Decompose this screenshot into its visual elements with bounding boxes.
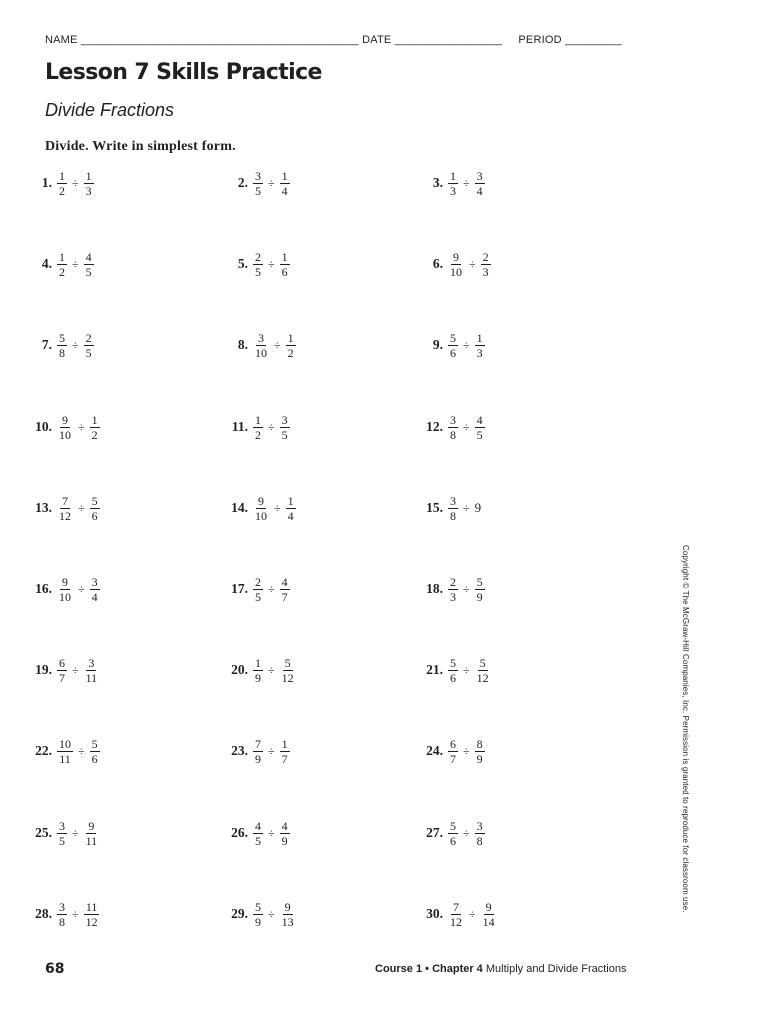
denominator: 3: [450, 183, 456, 198]
divide-operator: ÷: [463, 337, 470, 352]
fraction: [253, 738, 263, 765]
fraction: [448, 738, 458, 765]
numerator: 4: [476, 412, 483, 427]
footer-bullet: •: [425, 963, 429, 975]
divide-operator: ÷: [78, 500, 85, 515]
lesson-title: Lesson 7 Skills Practice: [45, 60, 322, 85]
problem-number: 6.: [432, 256, 443, 271]
fraction: [253, 251, 263, 278]
footer-course: Course 1: [375, 963, 423, 975]
divide-operator: ÷: [463, 743, 470, 758]
divide-operator: ÷: [72, 825, 79, 840]
denominator: 10: [59, 589, 71, 604]
problem-number: 2.: [237, 175, 248, 190]
fraction: [84, 657, 100, 684]
denominator: 11: [59, 751, 71, 766]
numerator: 5: [450, 655, 456, 670]
problem-item: [218, 247, 290, 281]
numerator: 1: [59, 168, 65, 183]
numerator: 5: [450, 818, 456, 833]
problem-number: 25.: [35, 825, 52, 840]
denominator: 9: [476, 589, 483, 604]
problem-item: [413, 572, 485, 606]
problem-number: 13.: [35, 500, 52, 515]
problem-number: 11.: [231, 419, 248, 434]
denominator: 8: [59, 914, 65, 929]
fraction: [253, 820, 263, 847]
divide-operator: ÷: [72, 175, 79, 190]
fraction: [57, 251, 67, 278]
fraction: [475, 657, 491, 684]
fraction: [448, 820, 458, 847]
whole-number: 9: [474, 500, 482, 515]
problem-item: [218, 572, 290, 606]
fraction: [475, 170, 485, 197]
numerator: 2: [450, 574, 456, 589]
numerator: 5: [91, 736, 98, 751]
numerator: 1: [450, 168, 456, 183]
numerator: 3: [91, 574, 98, 589]
problem-item: [218, 897, 296, 931]
numerator: 7: [62, 493, 68, 508]
denominator: 2: [287, 345, 294, 360]
fraction: [253, 332, 269, 359]
denominator: 3: [482, 264, 489, 279]
denominator: 5: [476, 427, 483, 442]
problem-number: 14.: [231, 500, 248, 515]
divide-operator: ÷: [268, 743, 275, 758]
fraction: [57, 657, 67, 684]
denominator: 10: [255, 345, 267, 360]
numerator: 5: [476, 574, 483, 589]
numerator: 9: [62, 412, 68, 427]
numerator: 11: [85, 899, 98, 914]
fraction: [475, 414, 485, 441]
problem-item: [22, 816, 99, 850]
problem-number: 16.: [35, 581, 52, 596]
numerator: 7: [453, 899, 459, 914]
denominator: 9: [255, 670, 261, 685]
denominator: 12: [59, 508, 71, 523]
problem-number: 23.: [231, 743, 248, 758]
problem-number: 17.: [231, 581, 248, 596]
fraction: [84, 251, 94, 278]
numerator: 2: [255, 249, 261, 264]
problem-number: 4.: [41, 256, 52, 271]
footer-chapter: Chapter 4: [432, 963, 483, 975]
numerator: 3: [88, 655, 95, 670]
divide-operator: ÷: [268, 581, 275, 596]
problem-item: [413, 816, 485, 850]
problem-number: 30.: [426, 906, 443, 921]
problem-item: [22, 166, 94, 200]
fraction: [84, 170, 94, 197]
problem-item: [218, 653, 296, 687]
problem-number: 27.: [426, 825, 443, 840]
divide-operator: ÷: [268, 175, 275, 190]
fraction: [481, 251, 491, 278]
problem-item: [22, 410, 100, 444]
denominator: 9: [255, 751, 261, 766]
divide-operator: ÷: [72, 337, 79, 352]
name-label: NAME: [45, 34, 78, 46]
divide-operator: ÷: [463, 581, 470, 596]
fraction: [448, 170, 458, 197]
numerator: 2: [482, 249, 489, 264]
problem-number: 1.: [41, 175, 52, 190]
footer-chapter-title: Multiply and Divide Fractions: [485, 963, 627, 975]
fraction: [286, 332, 296, 359]
student-info-line: [45, 34, 645, 46]
numerator: 4: [85, 249, 92, 264]
denominator: 5: [85, 345, 92, 360]
fraction: [90, 576, 100, 603]
fraction: [280, 820, 290, 847]
problem-item: [413, 247, 491, 281]
denominator: 4: [91, 589, 98, 604]
denominator: 12: [281, 670, 294, 685]
problem-item: [218, 816, 290, 850]
denominator: 6: [450, 670, 456, 685]
problem-item: [22, 328, 94, 362]
numerator: 3: [450, 412, 456, 427]
fraction: [90, 738, 100, 765]
problem-number: 18.: [426, 581, 443, 596]
denominator: 8: [59, 345, 65, 360]
problem-item: [413, 328, 485, 362]
date-field[interactable]: _________________: [394, 34, 503, 46]
problem-number: 15.: [426, 500, 443, 515]
problem-item: [22, 572, 100, 606]
fraction: [475, 576, 485, 603]
problem-item: [22, 653, 99, 687]
numerator: 3: [476, 168, 483, 183]
denominator: 8: [450, 508, 456, 523]
problem-item: [413, 166, 485, 200]
problem-item: [218, 410, 290, 444]
denominator: 5: [281, 427, 288, 442]
numerator: 9: [284, 899, 291, 914]
numerator: 1: [281, 168, 288, 183]
fraction: [253, 657, 263, 684]
denominator: 5: [255, 833, 261, 848]
numerator: 9: [258, 493, 264, 508]
page-footer: [375, 963, 627, 975]
divide-operator: ÷: [469, 906, 476, 921]
problem-number: 19.: [35, 662, 52, 677]
fraction: [448, 657, 458, 684]
numerator: 3: [59, 899, 65, 914]
divide-operator: ÷: [268, 419, 275, 434]
fraction: [280, 738, 290, 765]
fraction: [280, 576, 290, 603]
denominator: 10: [450, 264, 462, 279]
denominator: 5: [85, 264, 92, 279]
numerator: 6: [450, 736, 456, 751]
divide-operator: ÷: [463, 175, 470, 190]
fraction: [253, 495, 269, 522]
divide-operator: ÷: [274, 500, 281, 515]
problem-item: [413, 491, 481, 525]
problem-number: 5.: [237, 256, 248, 271]
numerator: 6: [59, 655, 65, 670]
numerator: 1: [91, 412, 98, 427]
denominator: 6: [91, 751, 98, 766]
problem-item: [22, 734, 100, 768]
denominator: 9: [281, 833, 288, 848]
fraction: [57, 332, 67, 359]
denominator: 2: [91, 427, 98, 442]
fraction: [448, 576, 458, 603]
denominator: 2: [255, 427, 261, 442]
numerator: 5: [284, 655, 291, 670]
fraction: [448, 414, 458, 441]
denominator: 5: [255, 183, 261, 198]
numerator: 3: [258, 330, 264, 345]
numerator: 10: [59, 736, 71, 751]
denominator: 8: [476, 833, 483, 848]
divide-operator: ÷: [72, 662, 79, 677]
denominator: 4: [476, 183, 483, 198]
denominator: 3: [450, 589, 456, 604]
fraction: [253, 170, 263, 197]
problem-item: [413, 653, 491, 687]
divide-operator: ÷: [78, 419, 85, 434]
fraction: [280, 901, 296, 928]
fraction: [57, 738, 73, 765]
denominator: 7: [450, 751, 456, 766]
numerator: 8: [476, 736, 483, 751]
fraction: [475, 738, 485, 765]
fraction: [280, 170, 290, 197]
problem-number: 24.: [426, 743, 443, 758]
problem-item: [218, 734, 290, 768]
numerator: 5: [91, 493, 98, 508]
fraction: [253, 414, 263, 441]
problem-number: 12.: [426, 419, 443, 434]
numerator: 2: [85, 330, 92, 345]
numerator: 3: [255, 168, 261, 183]
problem-item: [413, 410, 485, 444]
problem-item: [22, 247, 94, 281]
divide-operator: ÷: [268, 825, 275, 840]
fraction: [57, 576, 73, 603]
divide-operator: ÷: [463, 825, 470, 840]
numerator: 1: [476, 330, 483, 345]
problem-number: 8.: [237, 337, 248, 352]
numerator: 5: [479, 655, 486, 670]
problem-number: 29.: [231, 906, 248, 921]
denominator: 14: [482, 914, 495, 929]
problem-number: 28.: [35, 906, 52, 921]
fraction: [253, 901, 263, 928]
fraction: [280, 251, 290, 278]
period-label: PERIOD: [518, 34, 562, 46]
fraction: [84, 901, 100, 928]
numerator: 1: [287, 330, 294, 345]
numerator: 9: [62, 574, 68, 589]
fraction: [448, 901, 464, 928]
denominator: 4: [281, 183, 288, 198]
numerator: 9: [453, 249, 459, 264]
numerator: 1: [281, 249, 288, 264]
problem-number: 22.: [35, 743, 52, 758]
fraction: [57, 414, 73, 441]
copyright-notice: Copyright © The McGraw-Hill Companies, Inc. Permission is granted to reproduce for classroom use.: [681, 545, 690, 913]
denominator: 8: [450, 427, 456, 442]
numerator: 9: [485, 899, 492, 914]
denominator: 3: [85, 183, 92, 198]
divide-operator: ÷: [469, 256, 476, 271]
divide-operator: ÷: [268, 256, 275, 271]
numerator: 1: [255, 655, 261, 670]
fraction: [57, 820, 67, 847]
denominator: 10: [59, 427, 71, 442]
divide-operator: ÷: [463, 419, 470, 434]
denominator: 5: [255, 589, 261, 604]
numerator: 3: [450, 493, 456, 508]
numerator: 7: [255, 736, 261, 751]
date-label: DATE: [362, 34, 392, 46]
denominator: 12: [85, 914, 98, 929]
denominator: 6: [450, 833, 456, 848]
fraction: [90, 495, 100, 522]
numerator: 4: [281, 574, 288, 589]
problem-number: 26.: [231, 825, 248, 840]
numerator: 4: [281, 818, 288, 833]
problem-item: [218, 328, 296, 362]
numerator: 5: [59, 330, 65, 345]
fraction: [253, 576, 263, 603]
problem-number: 9.: [432, 337, 443, 352]
problem-item: [22, 897, 100, 931]
denominator: 6: [450, 345, 456, 360]
denominator: 6: [281, 264, 288, 279]
denominator: 12: [450, 914, 462, 929]
divide-operator: ÷: [78, 581, 85, 596]
problem-number: 10.: [35, 419, 52, 434]
divide-operator: ÷: [78, 743, 85, 758]
fraction: [57, 170, 67, 197]
numerator: 5: [450, 330, 456, 345]
problem-number: 3.: [432, 175, 443, 190]
denominator: 4: [287, 508, 294, 523]
divide-operator: ÷: [268, 662, 275, 677]
fraction: [448, 495, 458, 522]
divide-operator: ÷: [463, 662, 470, 677]
denominator: 9: [476, 751, 483, 766]
numerator: 1: [85, 168, 92, 183]
fraction: [84, 332, 94, 359]
fraction: [280, 657, 296, 684]
problem-number: 7.: [41, 337, 52, 352]
numerator: 1: [287, 493, 294, 508]
numerator: 1: [255, 412, 261, 427]
problem-item: [413, 734, 485, 768]
fraction: [57, 495, 73, 522]
denominator: 11: [85, 670, 98, 685]
problem-item: [218, 491, 296, 525]
problem-item: [413, 897, 497, 931]
problem-item: [22, 491, 100, 525]
lesson-subtitle: Divide Fractions: [45, 100, 175, 120]
denominator: 12: [476, 670, 489, 685]
divide-operator: ÷: [463, 500, 470, 515]
numerator: 9: [88, 818, 95, 833]
instructions: Divide. Write in simplest form.: [45, 139, 236, 154]
divide-operator: ÷: [72, 906, 79, 921]
divide-operator: ÷: [274, 337, 281, 352]
problem-number: 21.: [426, 662, 443, 677]
numerator: 1: [59, 249, 65, 264]
denominator: 6: [91, 508, 98, 523]
problem-number: 20.: [231, 662, 248, 677]
denominator: 9: [255, 914, 261, 929]
numerator: 1: [281, 736, 288, 751]
numerator: 4: [255, 818, 261, 833]
numerator: 5: [255, 899, 261, 914]
name-field[interactable]: ____________________________________________: [80, 34, 359, 46]
denominator: 3: [476, 345, 483, 360]
denominator: 7: [281, 751, 288, 766]
denominator: 10: [255, 508, 267, 523]
denominator: 11: [85, 833, 98, 848]
numerator: 3: [281, 412, 288, 427]
fraction: [481, 901, 497, 928]
denominator: 2: [59, 183, 65, 198]
denominator: 7: [59, 670, 65, 685]
page-number: 68: [45, 961, 65, 977]
denominator: 13: [281, 914, 294, 929]
fraction: [475, 332, 485, 359]
numerator: 3: [476, 818, 483, 833]
fraction: [90, 414, 100, 441]
divide-operator: ÷: [72, 256, 79, 271]
denominator: 7: [281, 589, 288, 604]
fraction: [84, 820, 100, 847]
numerator: 3: [59, 818, 65, 833]
fraction: [286, 495, 296, 522]
denominator: 5: [255, 264, 261, 279]
fraction: [57, 901, 67, 928]
period-field[interactable]: _________: [565, 34, 622, 46]
problem-item: [218, 166, 290, 200]
fraction: [448, 332, 458, 359]
numerator: 2: [255, 574, 261, 589]
denominator: 5: [59, 833, 65, 848]
denominator: 2: [59, 264, 65, 279]
fraction: [448, 251, 464, 278]
fraction: [475, 820, 485, 847]
divide-operator: ÷: [268, 906, 275, 921]
fraction: [280, 414, 290, 441]
